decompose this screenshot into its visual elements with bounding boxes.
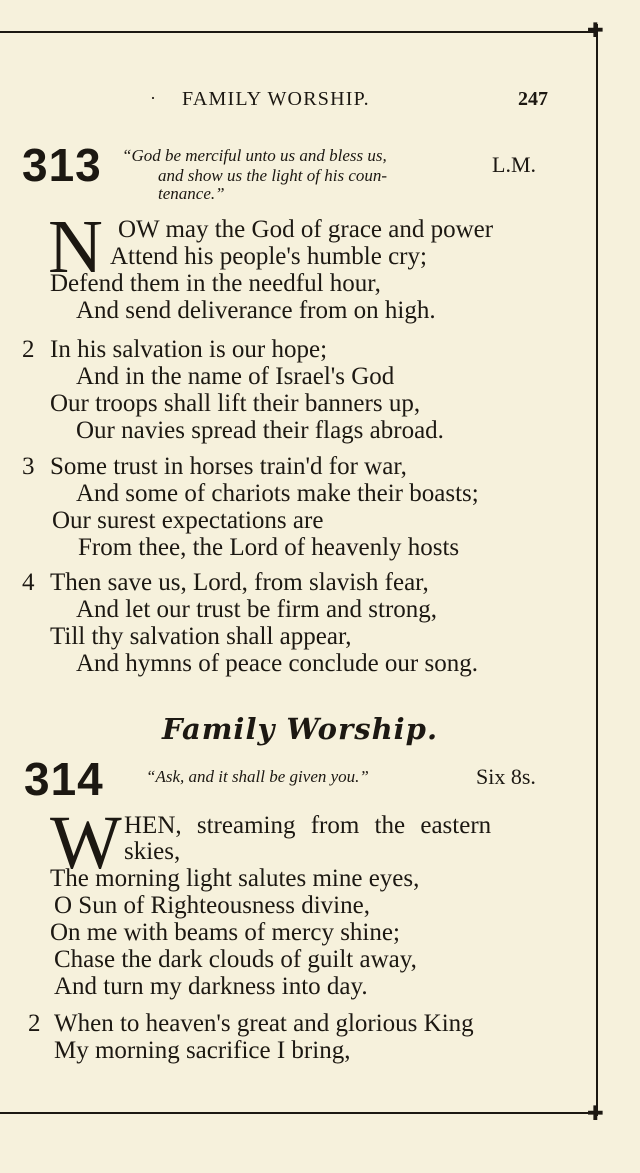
hymn-314-s1-line-7: And turn my darkness into day. — [54, 973, 368, 1000]
hymn-313-s3-line-3: Our surest expectations are — [52, 507, 324, 534]
hymn-314-s1-line-5: On me with beams of mercy shine; — [50, 919, 400, 946]
hymn-313-s3-line-2: And some of chariots make their boasts; — [76, 480, 479, 507]
top-border-rule — [0, 31, 594, 33]
hymn-314-epigraph: “Ask, and it shall be given you.” — [146, 767, 369, 786]
running-header — [0, 88, 600, 114]
hymn-313-s2-line-4: Our navies spread their flags abroad. — [76, 417, 444, 444]
section-title: Family Worship. — [161, 712, 439, 746]
hymn-313-epigraph-line-3: tenance.” — [158, 184, 225, 203]
hymn-314-s2-line-1: When to heaven's great and glorious King — [54, 1010, 474, 1037]
top-cross-ornament-icon: ✚ — [587, 18, 604, 42]
hymn-314-s1-line-3: The morning light salutes mine eyes, — [50, 865, 420, 892]
hymn-313-s2-line-1: In his salvation is our hope; — [50, 336, 328, 363]
hymn-313-s1-line-2: Attend his people's humble cry; — [110, 243, 427, 270]
hymn-313-s2-line-3: Our troops shall lift their banners up, — [50, 390, 421, 417]
header-dot: · — [150, 88, 156, 108]
hymn-313-verse-number-2: 2 — [22, 336, 35, 363]
hymn-313-s3-line-4: From thee, the Lord of heavenly hosts — [78, 534, 460, 561]
hymn-313-verse-number-3: 3 — [22, 453, 35, 480]
hymn-313-dropcap: N — [48, 205, 103, 289]
hymn-314-s1-line-1: HEN, streaming from the eastern — [124, 812, 492, 839]
hymn-313-s4-line-2: And let our trust be firm and strong, — [76, 596, 438, 623]
hymn-313-s1-line-4: And send deliverance from on high. — [76, 297, 436, 324]
hymn-313-s2-line-2: And in the name of Israel's God — [76, 363, 395, 390]
bottom-border-rule — [0, 1112, 594, 1114]
hymn-313-s1-line-1: OW may the God of grace and power — [118, 216, 494, 243]
hymn-314-verse-number-2: 2 — [28, 1010, 41, 1037]
hymn-313-s1-line-3: Defend them in the needful hour, — [50, 270, 381, 297]
hymn-313-s4-line-3: Till thy salvation shall appear, — [50, 623, 352, 650]
hymn-313-s3-line-1: Some trust in horses train'd for war, — [50, 453, 407, 480]
hymn-313-epigraph-line-2: and show us the light of his coun- — [158, 166, 388, 185]
right-border-rule — [596, 24, 598, 1116]
hymn-314-s1-line-6: Chase the dark clouds of guilt away, — [54, 946, 417, 973]
hymn-313-epigraph-line-1: “God be merciful unto us and bless us, — [122, 146, 387, 165]
bottom-cross-ornament-icon: ✚ — [587, 1101, 604, 1125]
hymn-313-verse-number-4: 4 — [22, 569, 35, 596]
hymn-314-number: 314 — [24, 753, 104, 805]
page-number: 247 — [518, 88, 548, 110]
hymn-313-meter: L.M. — [492, 152, 536, 177]
hymn-314-meter: Six 8s. — [476, 764, 536, 789]
hymn-313-number: 313 — [22, 139, 102, 191]
header-title: FAMILY WORSHIP. — [182, 88, 370, 110]
hymn-313-s4-line-4: And hymns of peace conclude our song. — [76, 650, 478, 677]
hymn-314-s1-line-4: O Sun of Righteousness divine, — [54, 892, 370, 919]
hymn-314-s2-line-2: My morning sacrifice I bring, — [54, 1037, 351, 1064]
hymn-314-dropcap: W — [50, 801, 122, 885]
hymn-314-s1-line-2: skies, — [124, 838, 181, 865]
hymn-313-s4-line-1: Then save us, Lord, from slavish fear, — [50, 569, 429, 596]
